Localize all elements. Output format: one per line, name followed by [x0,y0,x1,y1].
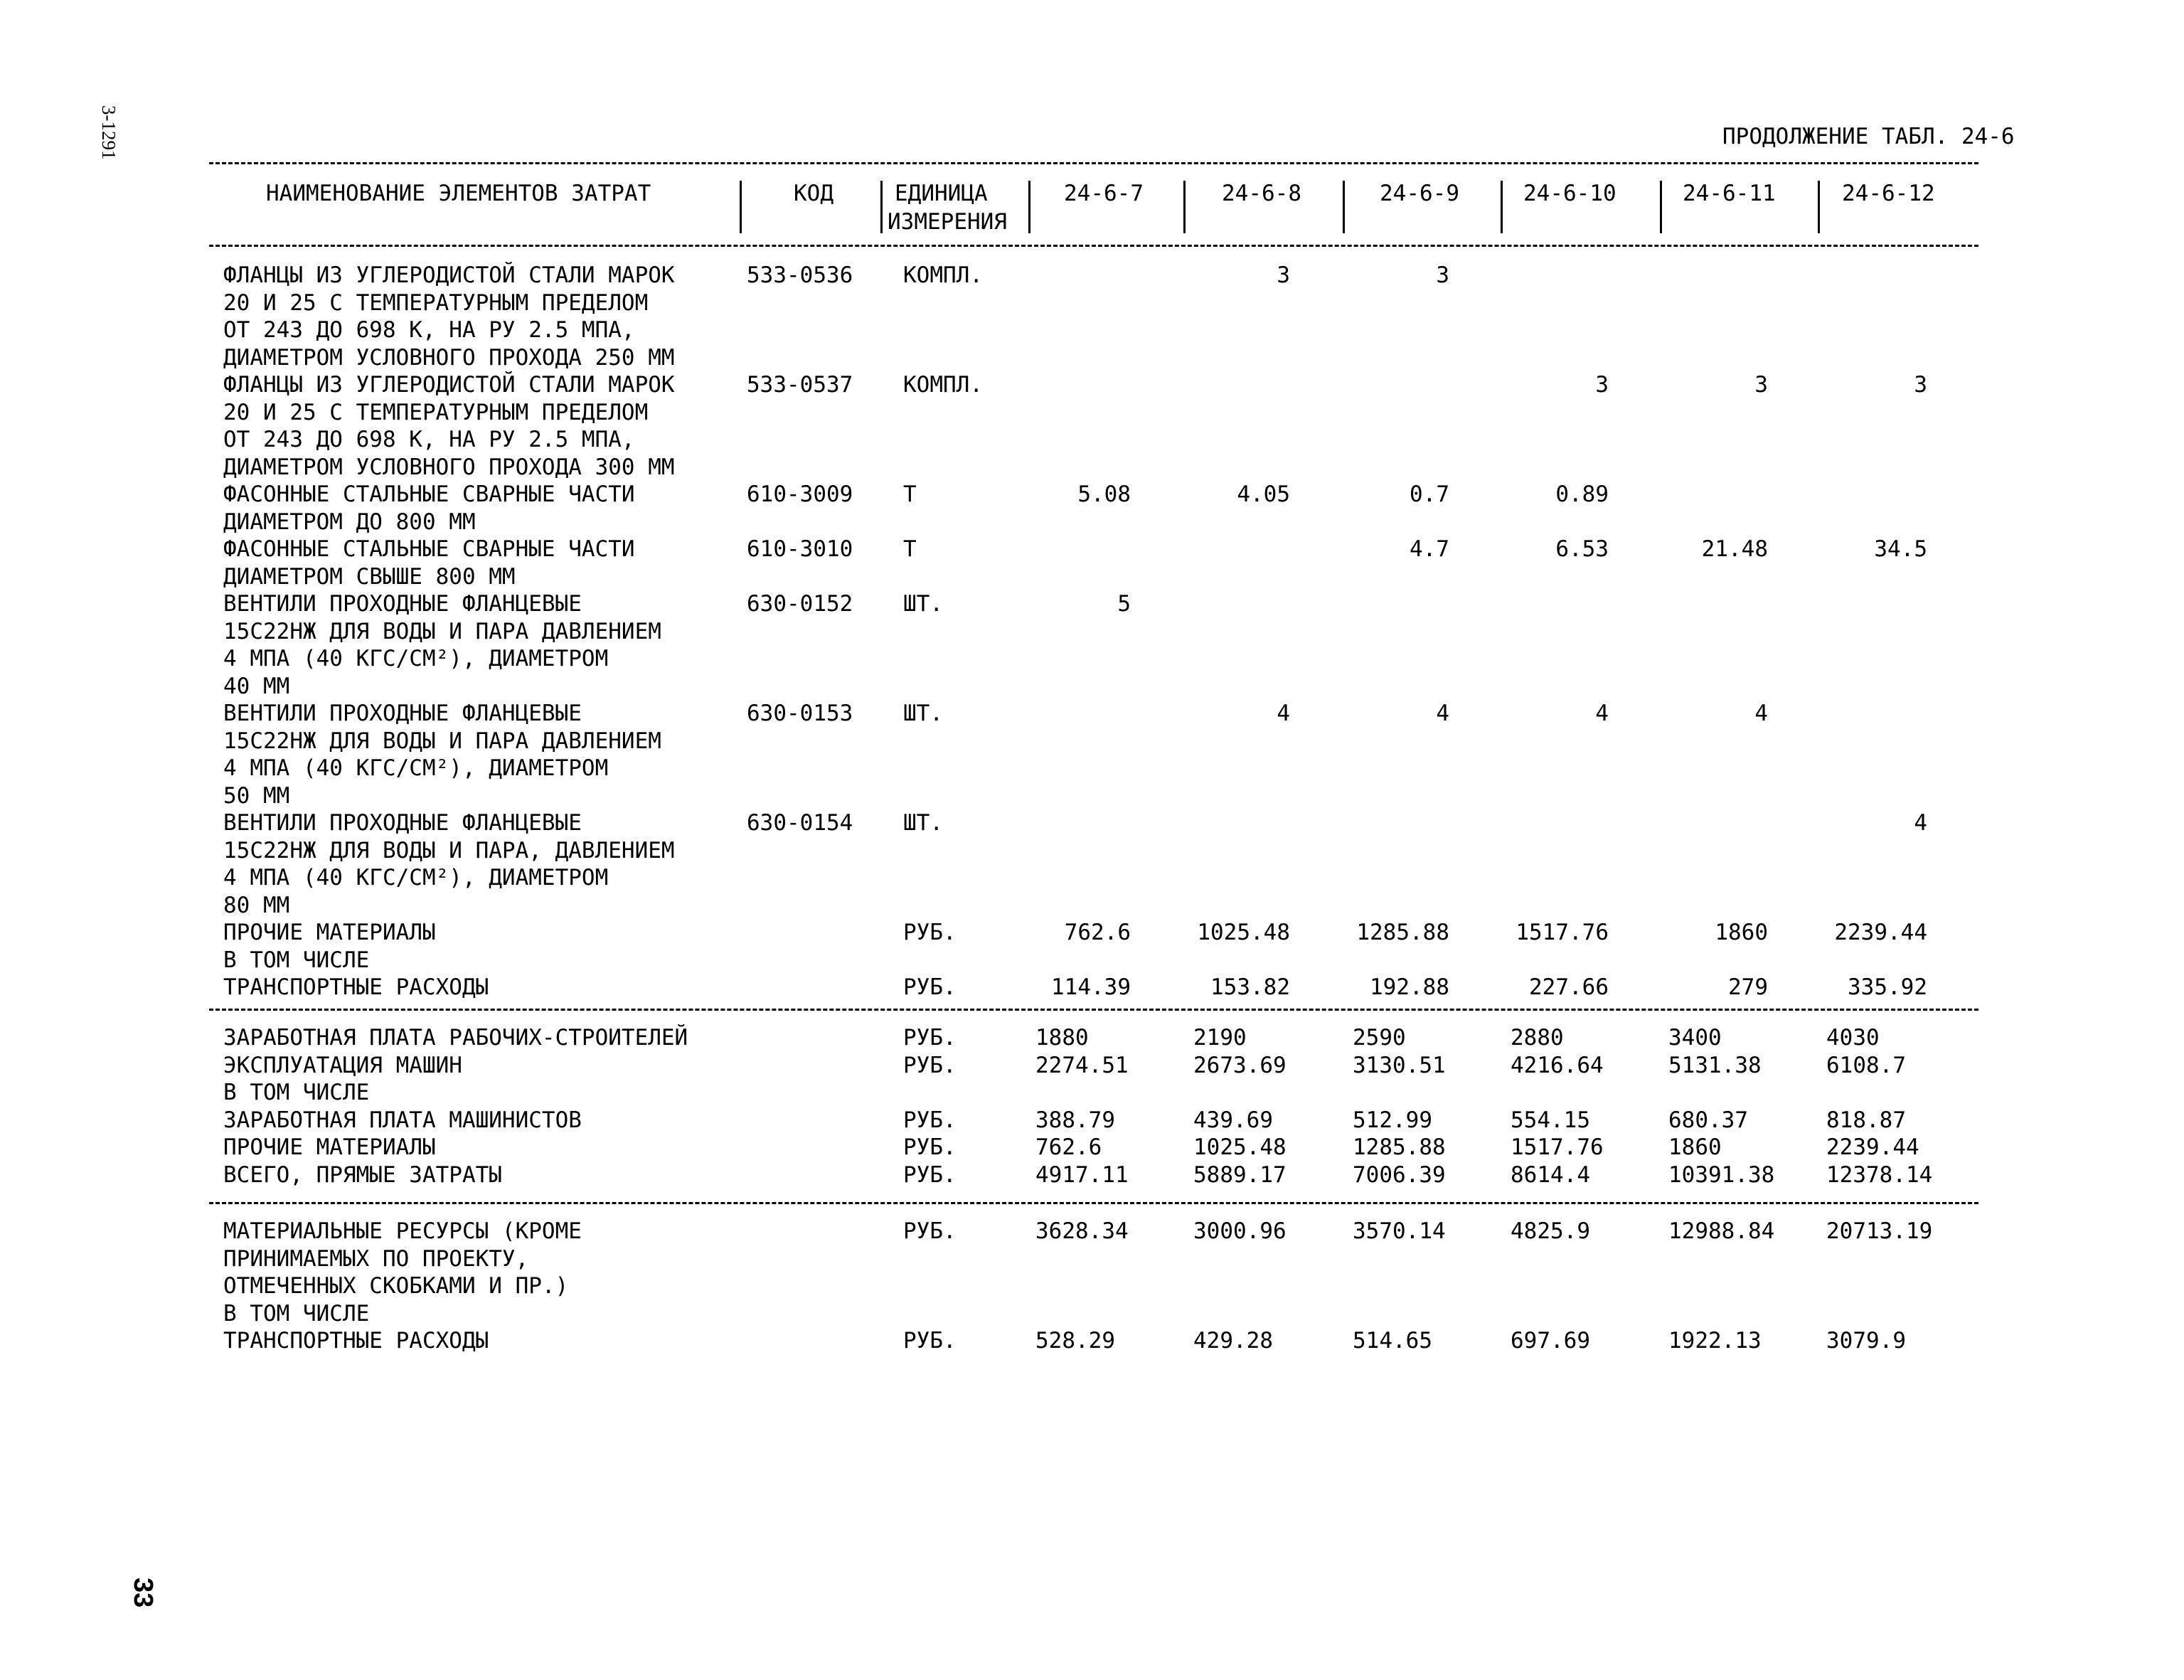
row-value-24-6-10: 8614.4 [1511,1161,1590,1188]
row-value-24-6-7: 4917.11 [1035,1161,1129,1188]
row-value-24-6-10: 1517.76 [1516,920,1609,945]
row-value-24-6-11: 680.37 [1668,1107,1748,1133]
row-value-24-6-11: 1860 [1668,1134,1722,1160]
row-value-24-6-11: 4 [1754,701,1768,726]
row-name: ПРОЧИЕ МАТЕРИАЛЫ В ТОМ ЧИСЛЕ [223,920,436,973]
row-code: 533-0536 [747,262,853,288]
row-name: ЗАРАБОТНАЯ ПЛАТА РАБОЧИХ-СТРОИТЕЛЕЙ [223,1025,688,1051]
row-value-24-6-11: 5131.38 [1668,1052,1762,1078]
row-value-24-6-12: 2239.44 [1826,1134,1919,1160]
row-value-24-6-8: 3 [1277,262,1290,288]
row-value-24-6-7: 762.6 [1035,1134,1102,1160]
row-value-24-6-8: 3000.96 [1193,1218,1287,1244]
row-value-24-6-7: 1880 [1035,1025,1089,1051]
table-title: ПРОДОЛЖЕНИЕ ТАБЛ. 24-6 [1722,124,2015,149]
row-value-24-6-9: 3130.51 [1353,1052,1446,1078]
row-unit: ШТ. [903,810,943,836]
row-value-24-6-7: 2274.51 [1035,1052,1129,1078]
row-value-24-6-9: 192.88 [1370,974,1449,1000]
row-value-24-6-10: 1517.76 [1511,1134,1604,1160]
row-name: ТРАНСПОРТНЫЕ РАСХОДЫ [223,1328,489,1354]
header-col-2: 24-6-8 [1222,181,1301,206]
row-value-24-6-9: 3570.14 [1353,1218,1446,1244]
row-unit: РУБ. [903,1161,957,1188]
row-value-24-6-12: 2239.44 [1834,920,1927,945]
row-value-24-6-9: 514.65 [1353,1328,1432,1354]
row-unit: РУБ. [903,974,957,1000]
row-code: 630-0154 [747,810,853,836]
header-unit: ЕДИНИЦА [895,181,988,206]
row-name: ВСЕГО, ПРЯМЫЕ ЗАТРАТЫ [223,1161,502,1188]
top-rule [209,162,1978,164]
header-divider [1818,181,1820,233]
row-value-24-6-11: 3400 [1668,1025,1722,1051]
row-value-24-6-9: 1285.88 [1356,920,1449,945]
row-value-24-6-12: 818.87 [1826,1107,1906,1133]
row-value-24-6-7: 5 [1117,591,1131,617]
row-value-24-6-7: 762.6 [1064,920,1131,945]
row-value-24-6-7: 5.08 [1077,482,1131,507]
header-col-1: 24-6-7 [1064,181,1144,206]
row-value-24-6-8: 153.82 [1210,974,1290,1000]
row-name: ФЛАНЦЫ ИЗ УГЛЕРОДИСТОЙ СТАЛИ МАРОК 20 И 25 С ТЕМПЕРАТУРНЫМ ПРЕДЕЛОМ ОТ 243 ДО 698 К, НА РУ 2.5 МПА, ДИАМЕТРОМ УСЛОВНОГО ПРОХОДА 300 ММ [223,372,675,480]
row-value-24-6-12: 335.92 [1848,974,1927,1000]
header-col-6: 24-6-12 [1842,181,1935,206]
header-col-3: 24-6-9 [1380,181,1459,206]
header-rule [209,245,1978,247]
row-value-24-6-8: 4.05 [1237,482,1290,507]
row-value-24-6-10: 4216.64 [1511,1052,1604,1078]
row-value-24-6-10: 6.53 [1555,536,1609,562]
row-unit: РУБ. [903,920,957,945]
row-name: ВЕНТИЛИ ПРОХОДНЫЕ ФЛАНЦЕВЫЕ 15С22НЖ ДЛЯ ВОДЫ И ПАРА ДАВЛЕНИЕМ 4 МПА (40 КГС/СМ²), ДИАМЕТРОМ 50 ММ [223,701,661,809]
row-value-24-6-11: 12988.84 [1668,1218,1775,1244]
row-value-24-6-12: 3079.9 [1826,1328,1906,1354]
row-value-24-6-11: 1922.13 [1668,1328,1762,1354]
row-value-24-6-10: 2880 [1511,1025,1564,1051]
row-value-24-6-9: 3 [1436,262,1449,288]
row-name: ПРОЧИЕ МАТЕРИАЛЫ [223,1134,436,1160]
row-value-24-6-11: 21.48 [1701,536,1768,562]
header-divider [1501,181,1503,233]
row-value-24-6-8: 439.69 [1193,1107,1273,1133]
row-unit: РУБ. [903,1134,957,1160]
row-value-24-6-8: 1025.48 [1197,920,1290,945]
row-unit: КОМПЛ. [903,372,983,398]
row-value-24-6-12: 4030 [1826,1025,1880,1051]
row-name: ВЕНТИЛИ ПРОХОДНЫЕ ФЛАНЦЕВЫЕ 15С22НЖ ДЛЯ ВОДЫ И ПАРА, ДАВЛЕНИЕМ 4 МПА (40 КГС/СМ²), ДИАМЕТРОМ 80 ММ [223,810,675,918]
row-value-24-6-11: 3 [1754,372,1768,398]
header-divider [1183,181,1186,233]
row-code: 610-3009 [747,482,853,507]
row-unit: РУБ. [903,1218,957,1244]
row-value-24-6-10: 227.66 [1529,974,1609,1000]
row-value-24-6-12: 12378.14 [1826,1161,1933,1188]
row-name: ЭКСПЛУАТАЦИЯ МАШИН В ТОМ ЧИСЛЕ [223,1052,462,1105]
row-value-24-6-7: 114.39 [1051,974,1131,1000]
row-code: 630-0152 [747,591,853,617]
header-divider [880,181,883,233]
row-value-24-6-12: 20713.19 [1826,1218,1933,1244]
row-value-24-6-9: 0.7 [1410,482,1449,507]
row-value-24-6-9: 4 [1436,701,1449,726]
row-value-24-6-8: 2190 [1193,1025,1247,1051]
row-name: ФАСОННЫЕ СТАЛЬНЫЕ СВАРНЫЕ ЧАСТИ ДИАМЕТРОМ ДО 800 ММ [223,482,635,535]
row-name: ЗАРАБОТНАЯ ПЛАТА МАШИНИСТОВ [223,1107,582,1133]
row-value-24-6-12: 34.5 [1874,536,1927,562]
row-value-24-6-8: 1025.48 [1193,1134,1287,1160]
row-name: ФАСОННЫЕ СТАЛЬНЫЕ СВАРНЫЕ ЧАСТИ ДИАМЕТРОМ СВЫШЕ 800 ММ [223,536,635,590]
row-name: ФЛАНЦЫ ИЗ УГЛЕРОДИСТОЙ СТАЛИ МАРОК 20 И 25 С ТЕМПЕРАТУРНЫМ ПРЕДЕЛОМ ОТ 243 ДО 698 К, НА РУ 2.5 МПА, ДИАМЕТРОМ УСЛОВНОГО ПРОХОДА 250 ММ [223,262,675,371]
row-code: 610-3010 [747,536,853,562]
row-unit: КОМПЛ. [903,262,983,288]
row-value-24-6-10: 697.69 [1511,1328,1590,1354]
header-name: НАИМЕНОВАНИЕ ЭЛЕМЕНТОВ ЗАТРАТ [266,181,651,206]
row-value-24-6-11: 1860 [1715,920,1768,945]
row-unit: РУБ. [903,1107,957,1133]
header-divider [1028,181,1030,233]
row-value-24-6-8: 5889.17 [1193,1161,1287,1188]
row-value-24-6-9: 1285.88 [1353,1134,1446,1160]
row-value-24-6-11: 279 [1728,974,1768,1000]
header-divider [1343,181,1345,233]
row-unit: РУБ. [903,1052,957,1078]
row-unit: РУБ. [903,1328,957,1354]
row-value-24-6-9: 7006.39 [1353,1161,1446,1188]
row-value-24-6-10: 3 [1595,372,1609,398]
row-value-24-6-11: 10391.38 [1668,1161,1775,1188]
row-value-24-6-9: 4.7 [1410,536,1449,562]
row-value-24-6-12: 6108.7 [1826,1052,1906,1078]
row-value-24-6-7: 528.29 [1035,1328,1115,1354]
row-value-24-6-8: 429.28 [1193,1328,1273,1354]
section-rule [209,1009,1978,1011]
row-unit: ШТ. [903,701,943,726]
header-col-4: 24-6-10 [1523,181,1616,206]
row-unit: РУБ. [903,1025,957,1051]
row-unit: Т [903,482,917,507]
row-value-24-6-10: 4 [1595,701,1609,726]
row-value-24-6-10: 0.89 [1555,482,1609,507]
row-name: МАТЕРИАЛЬНЫЕ РЕСУРСЫ (КРОМЕ ПРИНИМАЕМЫХ ПО ПРОЕКТУ, ОТМЕЧЕННЫХ СКОБКАМИ И ПР.) В ТОМ ЧИСЛЕ [223,1218,582,1327]
page-number: 33 [128,1578,158,1608]
row-value-24-6-12: 3 [1914,372,1927,398]
row-value-24-6-8: 2673.69 [1193,1052,1287,1078]
header-divider [740,181,742,233]
row-name: ВЕНТИЛИ ПРОХОДНЫЕ ФЛАНЦЕВЫЕ 15С22НЖ ДЛЯ ВОДЫ И ПАРА ДАВЛЕНИЕМ 4 МПА (40 КГС/СМ²), ДИАМЕТРОМ 40 ММ [223,591,661,699]
header-col-5: 24-6-11 [1683,181,1776,206]
row-code: 533-0537 [747,372,853,398]
margin-document-code: 3-1291 [98,105,119,160]
header-code: КОД [794,181,833,206]
row-value-24-6-10: 4825.9 [1511,1218,1590,1244]
header-unit-line2: ИЗМЕРЕНИЯ [888,209,1007,235]
row-unit: ШТ. [903,591,943,617]
section-rule [209,1202,1978,1204]
header-divider [1660,181,1662,233]
row-value-24-6-9: 2590 [1353,1025,1406,1051]
row-value-24-6-7: 3628.34 [1035,1218,1129,1244]
row-name: ТРАНСПОРТНЫЕ РАСХОДЫ [223,974,489,1000]
row-value-24-6-7: 388.79 [1035,1107,1115,1133]
row-value-24-6-12: 4 [1914,810,1927,836]
row-value-24-6-9: 512.99 [1353,1107,1432,1133]
row-code: 630-0153 [747,701,853,726]
row-value-24-6-8: 4 [1277,701,1290,726]
row-unit: Т [903,536,917,562]
row-value-24-6-10: 554.15 [1511,1107,1590,1133]
